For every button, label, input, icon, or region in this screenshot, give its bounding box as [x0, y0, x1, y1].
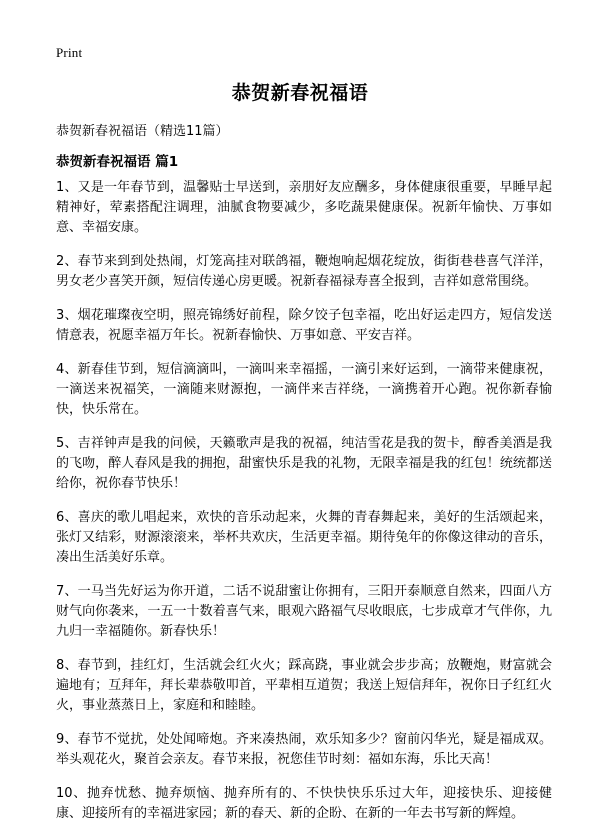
blessing-list: [56, 178, 552, 838]
list-item: 7、一马当先好运为你开道，二话不说甜蜜让你拥有，三阳开泰顺意自然来，四面八方财气向你袭来，一五一十数着喜气来，眼观六路福气尽收眼底，七步成章才气伴你，九九归一幸福随你。新春快乐！: [56, 584, 552, 639]
list-item: 3、烟花璀璨夜空明，照亮锦绣好前程，除夕饺子包幸福，吃出好运走四方，短信发送情意表，祝愿幸福万年长。祝新春愉快、万事如意、平安吉祥。: [56, 308, 552, 343]
list-item: 10、抛弃忧愁、抛弃烦恼、抛弃所有的、不快快快乐乐过大年，迎接快乐、迎接健康、迎接所有的幸福进家园；新的春天、新的企盼、在新的一年去书写新的辉煌。: [56, 786, 552, 821]
list-item: 5、吉祥钟声是我的问候，天籁歌声是我的祝福，纯洁雪花是我的贺卡，醇香美酒是我的飞吻，醉人春风是我的拥抱，甜蜜快乐是我的礼物，无限幸福是我的红包！统统都送给你，祝你春节快乐！: [56, 436, 552, 491]
print-link[interactable]: Print: [56, 45, 83, 60]
list-item: 4、新春佳节到，短信滴滴叫，一滴叫来幸福摇，一滴引来好运到，一滴带来健康祝，一滴送来祝福笑，一滴随来财源抱，一滴伴来吉祥绕，一滴携着开心跑。祝你新春愉快，快乐常在。: [56, 362, 552, 417]
list-item: 6、喜庆的歌儿唱起来，欢快的音乐动起来，火舞的青春舞起来，美好的生活颂起来，张灯又结彩，财源滚滚来，举杯共欢庆，生活更幸福。期待兔年的你像这律动的音乐，凑出生活美好乐章。: [56, 510, 552, 565]
section-heading: 恭贺新春祝福语 篇1: [56, 154, 179, 170]
list-item: 9、春节不觉扰，处处闻啼炮。齐来凑热闹，欢乐知多少？窗前闪华光，疑是福成双。举头观花火，聚首会亲友。春节来报，祝您佳节时刻：福如东海，乐比天高！: [56, 732, 552, 767]
list-item: 8、春节到，挂红灯，生活就会红火火；踩高跷，事业就会步步高；放鞭炮，财富就会遍地有；互拜年，拜长辈恭敬叩首，平辈相互道贺；我送上短信拜年，祝你日子红红火火，事业蒸蒸日上，家庭和和睦睦。: [56, 658, 552, 713]
list-item: 1、又是一年春节到，温馨贴士早送到，亲朋好友应酬多，身体健康很重要，早睡早起精神好，荤素搭配注调理，油腻食物要减少，多吃蔬果健康保。祝新年愉快、万事如意、幸福安康。: [56, 180, 552, 235]
list-item: 2、春节来到到处热闹，灯笼高挂对联鸽福，鞭炮响起烟花绽放，街街巷巷喜气洋洋，男女老少喜笑开颜，短信传递心房更暖。祝新春福禄寿喜全报到，吉祥如意常围绕。: [56, 254, 552, 289]
page-title: 恭贺新春祝福语: [231, 82, 369, 104]
document-subtitle: 恭贺新春祝福语（精选11篇）: [56, 124, 229, 139]
